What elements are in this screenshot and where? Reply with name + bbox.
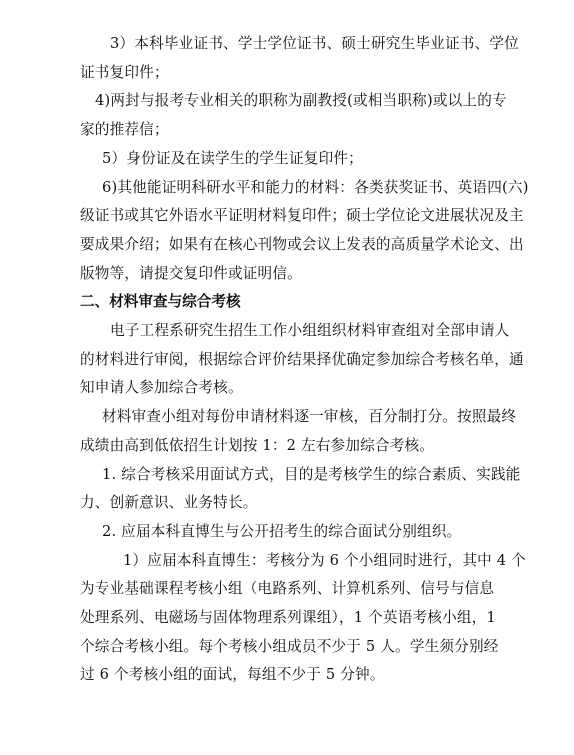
paragraph-line: 过 6 个考核小组的面试，每组不少于 5 分钟。 [80, 666, 385, 684]
paragraph-line: 电子工程系研究生招生工作小组组织材料审查组对全部申请人 [110, 322, 510, 340]
paragraph-line: 要成果介绍；如果有在核心刊物或会议上发表的高质量学术论文、出 [80, 235, 524, 253]
paragraph-line: 5）身份证及在读学生的学生证复印件； [102, 149, 363, 167]
numbered-item: 2. 应届本科直博生与公开招考生的综合面试分别组织。 [102, 522, 462, 540]
paragraph-line: 4)两封与报考专业相关的职称为副教授(或相当职称)或以上的专 [95, 92, 507, 110]
paragraph-line: 成绩由高到低依招生计划按 1：2 左右参加综合考核。 [80, 436, 435, 454]
paragraph-line: 级证书或其它外语水平证明材料复印件；硕士学位论文进展状况及主 [80, 207, 524, 225]
paragraph-line: 证书复印件； [80, 63, 169, 81]
paragraph-line: 材料审查小组对每份申请材料逐一审核，百分制打分。按照最终 [102, 408, 517, 426]
paragraph-line: 为专业基础课程考核小组（电路系列、计算机系列、信号与信息 [80, 580, 495, 598]
paragraph-line: 6)其他能证明科研水平和能力的材料：各类获奖证书、英语四(六) [102, 178, 529, 196]
numbered-item: 1. 综合考核采用面试方式，目的是考核学生的综合素质、实践能 [102, 465, 521, 483]
sub-item: 1）应届本科直博生：考核分为 6 个小组同时进行，其中 4 个 [123, 551, 526, 569]
paragraph-line: 3）本科毕业证书、学士学位证书、硕士研究生毕业证书、学位 [110, 35, 519, 52]
paragraph-line: 的材料进行审阅，根据综合评价结果择优确定参加综合考核名单，通 [80, 350, 524, 368]
paragraph-line: 力、创新意识、业务特长。 [80, 494, 258, 512]
section-heading: 二、材料审查与综合考核 [80, 293, 241, 311]
paragraph-line: 处理系列、电磁场与固体物理系列课组），1 个英语考核小组，1 [80, 609, 496, 627]
paragraph-line: 家的推荐信； [80, 121, 169, 139]
paragraph-line: 个综合考核小组。每个考核小组成员不少于 5 人。学生须分别经 [80, 637, 499, 655]
paragraph-line: 版物等，请提交复印件或证明信。 [80, 264, 302, 282]
paragraph-line: 知申请人参加综合考核。 [80, 379, 243, 397]
